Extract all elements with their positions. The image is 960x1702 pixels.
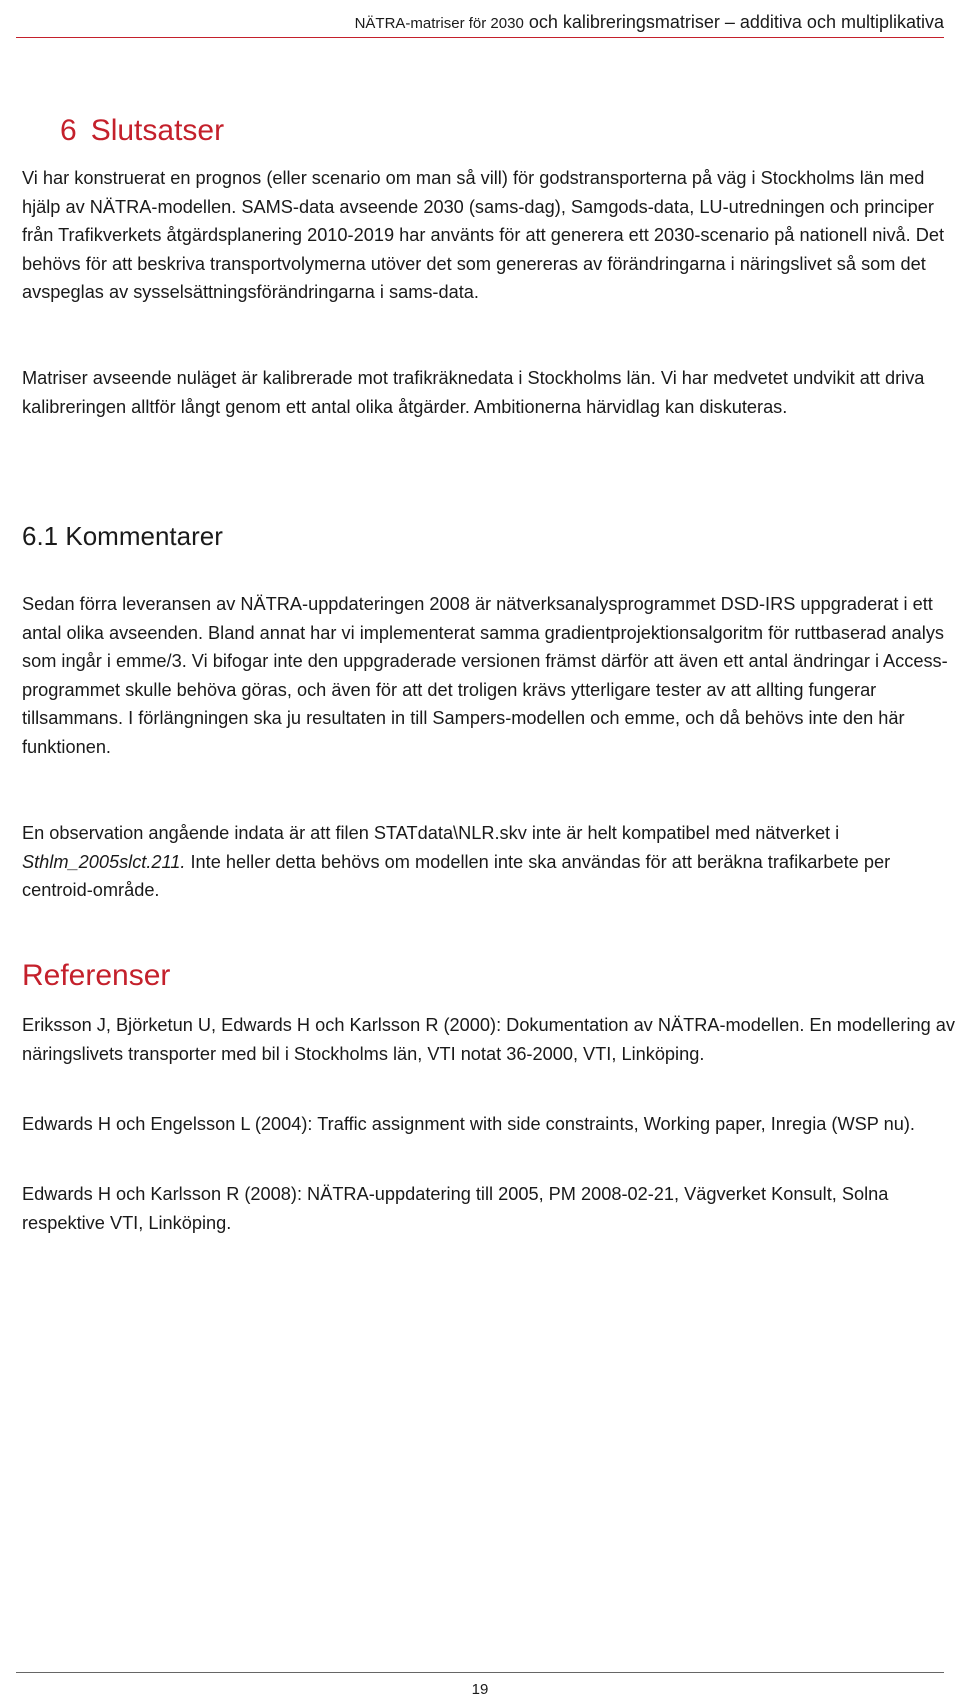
page-number: 19 xyxy=(471,1681,489,1698)
footer-divider xyxy=(16,1672,944,1673)
section-6-1-paragraph-1: Sedan förra leveransen av NÄTRA-uppdateringen 2008 är nätverksanalysprogrammet DSD-IRS uppgraderat i ett antal olika avseenden. Bland annat har vi implementerat samma gradientprojektionsalgoritm för ruttbaserad analys som ingår i emme/3. Vi bifogar inte den uppgraderade versionen främst därför att även ett antal ändringar i Access-programmet skulle behöva göras, och även för att det troligen krävs ytterligare tester av att allting fungerar tillsammans. I förlängningen ska ju resultaten in till Sampers-modellen och emme, och då behövs inte den här funktionen. xyxy=(22,594,948,757)
header-divider xyxy=(16,37,944,38)
network-file-name: Sthlm_2005slct.211. xyxy=(22,851,186,872)
running-header-part2: och kalibreringsmatriser – additiva och multiplikativa xyxy=(528,12,944,32)
paragraph-text-after: Inte heller detta behövs om modellen inte ska användas för att beräkna trafikarbete per centroid-område. xyxy=(22,851,891,901)
section-6-1-heading: 6.1 Kommentarer xyxy=(22,521,223,551)
paragraph-text-before: En observation angående indata är att filen STATdata\NLR.skv inte är helt kompatibel med nätverket i xyxy=(22,823,840,843)
section-6-title: Slutsatser xyxy=(90,114,225,147)
references-heading: Referenser xyxy=(22,959,171,992)
reference-item: Edwards H och Karlsson R (2008): NÄTRA-uppdatering till 2005, PM 2008-02-21, Vägverket Konsult, Solna respektive VTI, Linköping. xyxy=(22,1184,889,1233)
section-6-paragraph-1: Vi har konstruerat en prognos (eller scenario om man så vill) för godstransporterna på väg i Stockholms län med hjälp av NÄTRA-modellen. SAMS-data avseende 2030 (sams-dag), Samgods-data, LU-utredningen och principer från Trafikverkets åtgärdsplanering 2010-2019 har använts för att generera ett 2030-scenario på nationell nivå. Det behövs för att beskriva transportvolymerna utöver det som genereras av förändringarna i näringslivet så som det avspeglas av sysselsättningsförändringarna i sams-data. xyxy=(22,168,945,303)
running-header xyxy=(355,10,944,36)
running-header-part1: NÄTRA-matriser för 2030 xyxy=(354,15,524,32)
section-6-1-paragraph-2 xyxy=(22,819,957,905)
section-6-paragraph-2: Matriser avseende nuläget är kalibrerade mot trafikräknedata i Stockholms län. Vi har medvetet undvikit att driva kalibreringen alltför långt genom ett antal olika åtgärder. Ambitionerna härvidlag kan diskuteras. xyxy=(22,368,925,417)
section-6-number: 6 xyxy=(60,114,77,147)
reference-item: Eriksson J, Björketun U, Edwards H och Karlsson R (2000): Dokumentation av NÄTRA-modellen. En modellering av näringslivets transporter med bil i Stockholms län, VTI notat 36-2000, VTI, Linköping. xyxy=(22,1015,956,1064)
reference-item: Edwards H och Engelsson L (2004): Traffic assignment with side constraints, Working paper, Inregia (WSP nu). xyxy=(22,1114,915,1134)
section-6-heading xyxy=(60,111,224,151)
